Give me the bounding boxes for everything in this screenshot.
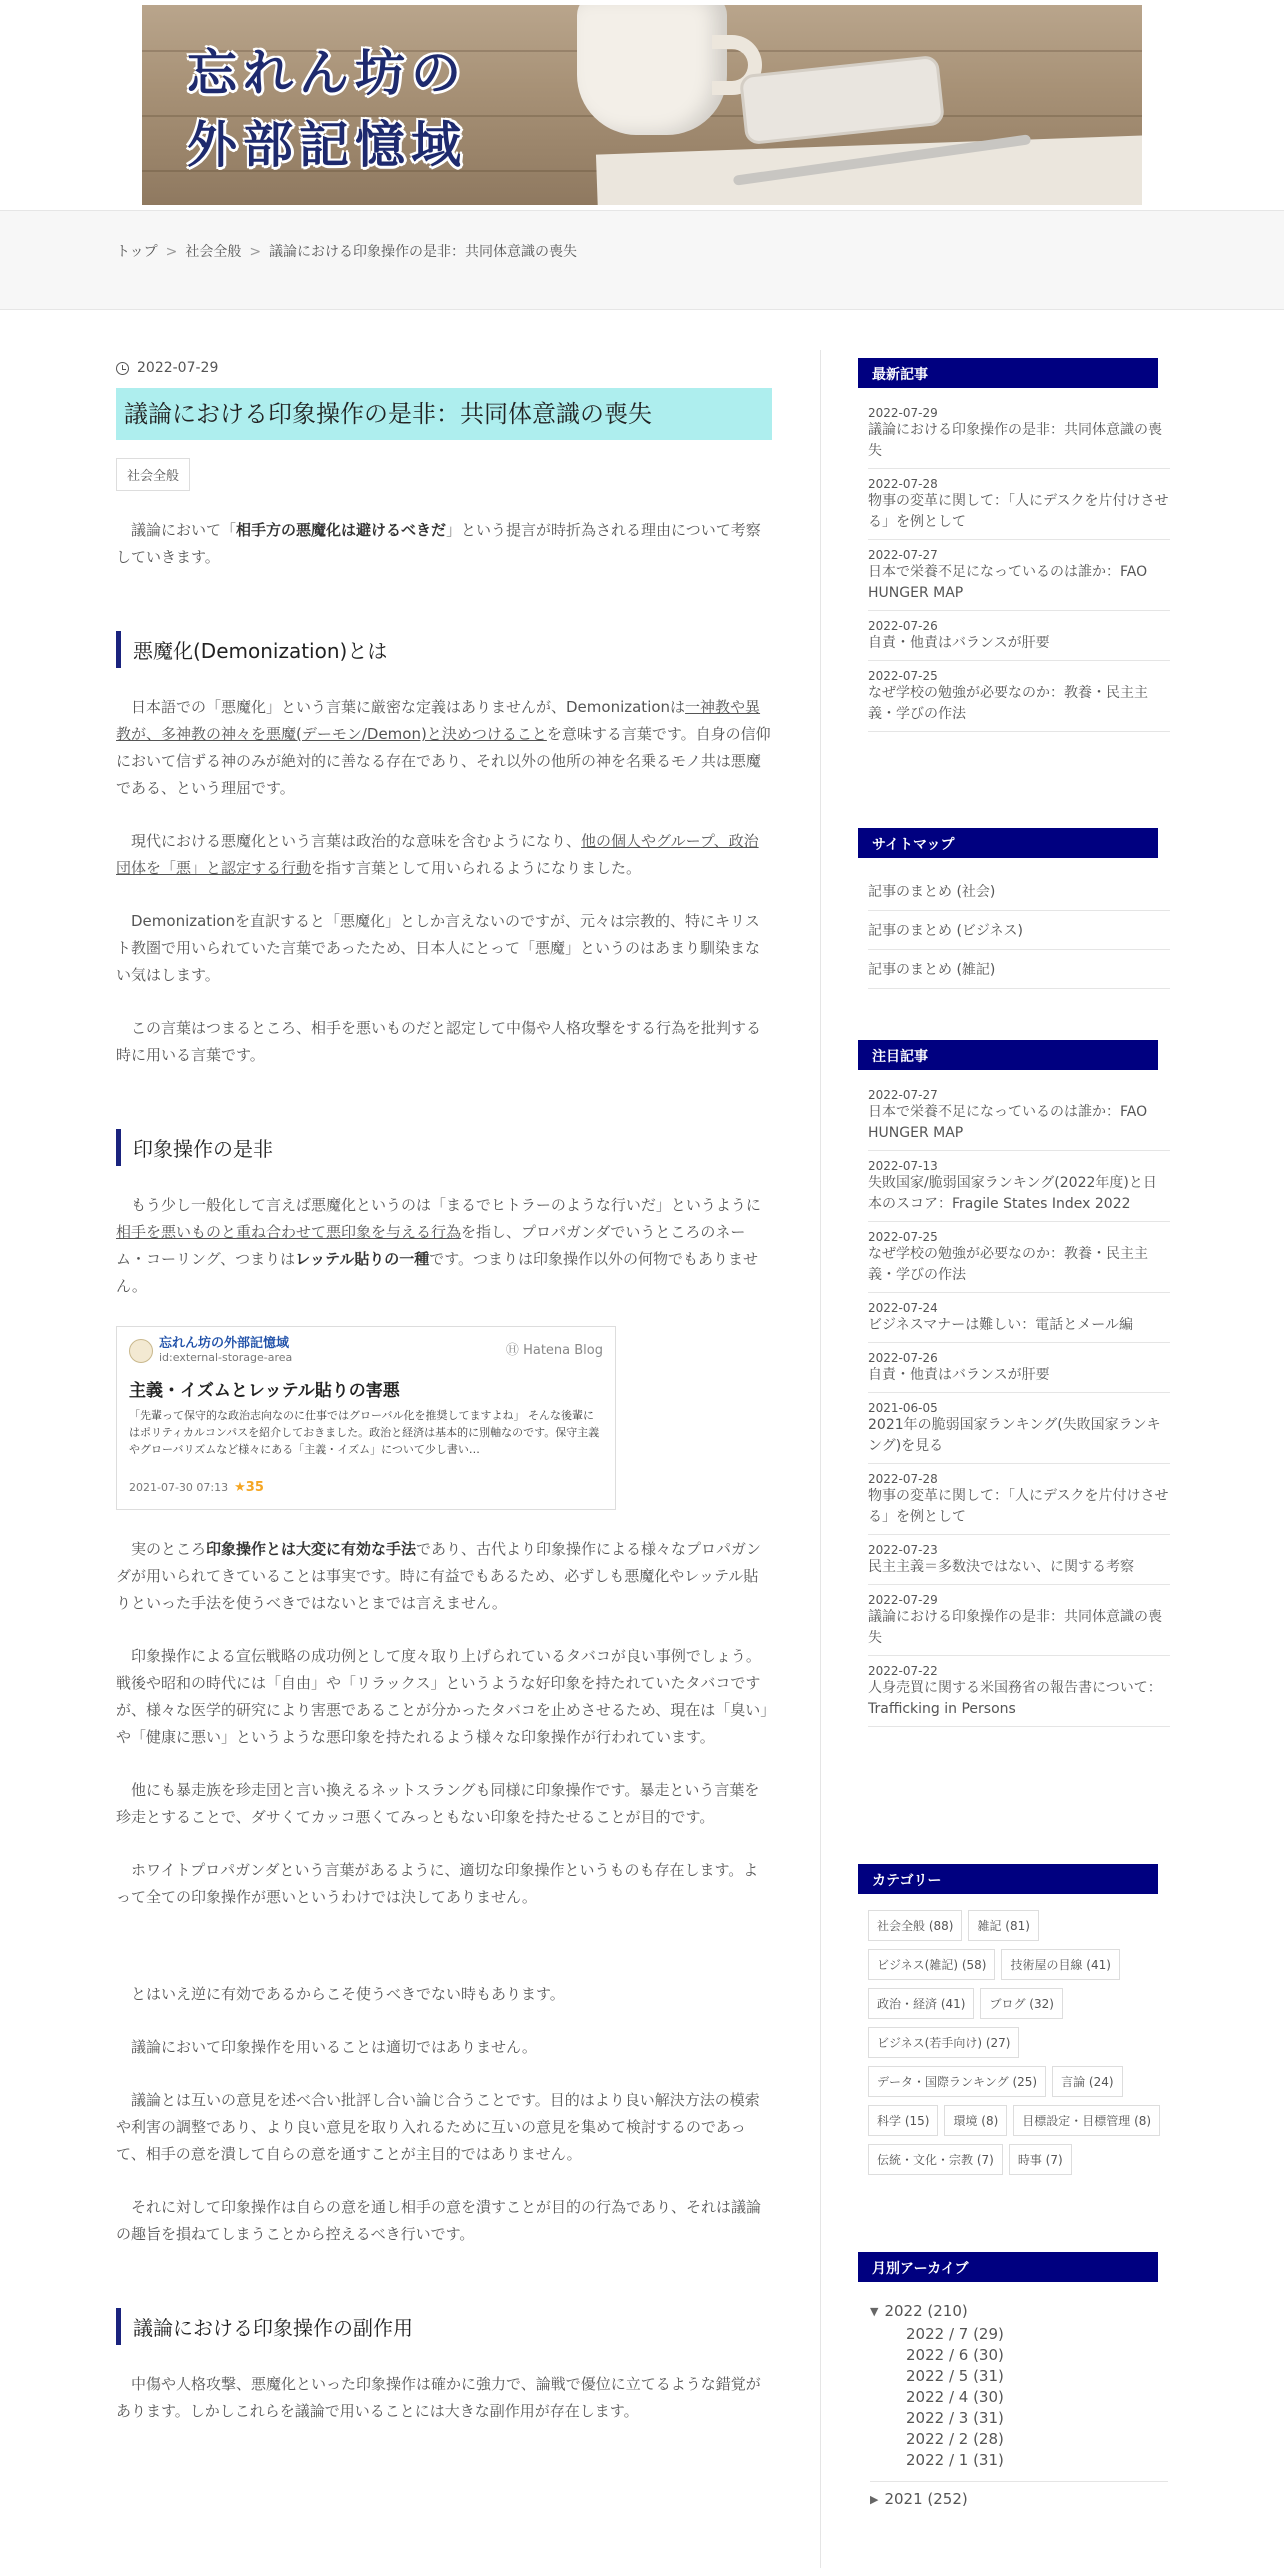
hatena-blog-badge: Ⓗ Hatena Blog (505, 1343, 603, 1358)
paragraph: この言葉はつまるところ、相手を悪いものだと認定して中傷や人格攻撃をする行為を批判する時に用いる言葉です。 (116, 1019, 762, 1064)
sidebar-article-date: 2022-07-27 (868, 1088, 938, 1102)
sidebar-article-link[interactable]: 物事の変革に関して：「人にデスクを片付けさせる」を例として (868, 493, 1169, 530)
archive-month-link[interactable]: 2022 / 4 (30) (906, 2388, 1004, 2406)
archive-month-link[interactable]: 2022 / 5 (31) (906, 2367, 1004, 2385)
paragraph: 議論において印象操作を用いることは適切ではありません。 (131, 2038, 537, 2056)
sidebar-article-item[interactable] (868, 1293, 1170, 1343)
sidebar-article-item[interactable] (868, 469, 1170, 540)
breadcrumb-current: 議論における印象操作の是非：共同体意識の喪失 (269, 244, 578, 260)
widget-categories (858, 1864, 1170, 2175)
category-tag[interactable]: 伝統・文化・宗教 (7) (868, 2144, 1003, 2175)
sidebar-article-date: 2022-07-27 (868, 548, 938, 562)
sidebar-article-link[interactable]: 日本で栄養不足になっているのは誰か：FAO HUNGER MAP (868, 564, 1148, 601)
sidebar-article-item[interactable] (868, 1656, 1170, 1727)
paragraph: 印象操作による宣伝戦略の成功例として度々取り上げられているタバコが良い事例でしょう。戦後や昭和の時代には「自由」や「リラックス」というような好印象を持たれていたタバコですが、様々な医学的研究により害悪であることが分かったタバコを止めさせるため、現在は「臭い」や「健康に悪い」というような悪印象を持たれるよう様々な印象操作が行われています。 (116, 1647, 768, 1746)
site-title: 忘れん坊の 外部記憶域 (187, 43, 467, 174)
coffee-cup-image (577, 5, 727, 135)
sidebar-article-item[interactable] (868, 1080, 1170, 1151)
category-tag[interactable]: 時事 (7) (1009, 2144, 1072, 2175)
widget-heading: カテゴリー (858, 1864, 1158, 1894)
breadcrumb-top[interactable]: トップ (116, 244, 158, 260)
sidebar-article-date: 2022-07-29 (868, 406, 938, 420)
archive-list (858, 2302, 1170, 2508)
widget-featured (858, 1040, 1170, 1727)
archive-month-link[interactable]: 2022 / 3 (31) (906, 2409, 1004, 2427)
blog-avatar-icon (129, 1339, 153, 1363)
paragraph: 他にも暴走族を珍走団と言い換えるネットスラングも同様に印象操作です。暴走という言葉を珍走とすることで、ダサくてカッコ悪くてみっともない印象を持たせることが目的です。 (116, 1781, 760, 1826)
triangle-down-icon: ▼ (870, 2304, 879, 2318)
archive-month-link[interactable]: 2022 / 1 (31) (906, 2451, 1004, 2469)
sitemap-link[interactable]: 記事のまとめ (ビジネス) (868, 911, 1170, 950)
category-tag[interactable]: 政治・経済 (41) (868, 1988, 974, 2019)
paragraph: 日本語での「悪魔化」という言葉に厳密な定義はありませんが、Demonizationは一神教や異教が、多神教の神々を悪魔(デーモン/Demon)と決めつけることを意味する言葉です。自身の信仰において信ずる神のみが絶対的に善なる存在であり、それ以外の他所の神を名乗るモノ共は悪魔である、という理屈です。 (116, 698, 771, 797)
category-tag[interactable]: ビジネス(若手向け) (27) (868, 2027, 1019, 2058)
paragraph: 中傷や人格攻撃、悪魔化といった印象操作は確かに強力で、論戦で優位に立てるような錯覚があります。しかしこれらを議論で用いることには大きな副作用が存在します。 (116, 2375, 761, 2420)
sidebar-article-item[interactable] (868, 1393, 1170, 1464)
sidebar-article-link[interactable]: 失敗国家/脆弱国家ランキング(2022年度)と日本のスコア：Fragile States Index 2022 (868, 1175, 1157, 1212)
category-tag[interactable]: 技術屋の目線 (41) (1001, 1949, 1119, 1980)
paragraph: とはいえ逆に有効であるからこそ使うべきでない時もあります。 (131, 1985, 565, 2003)
embed-title[interactable]: 主義・イズムとレッテル貼りの害悪 (129, 1381, 400, 1401)
sidebar-article-date: 2022-07-26 (868, 1351, 938, 1365)
article (116, 350, 772, 2425)
sidebar-article-item[interactable] (868, 1535, 1170, 1585)
sidebar-article-date: 2022-07-22 (868, 1664, 938, 1678)
sidebar-article-item[interactable] (868, 1464, 1170, 1535)
archive-month-link[interactable]: 2022 / 7 (29) (906, 2325, 1004, 2343)
section-heading-impression: 印象操作の是非 (116, 1129, 772, 1166)
category-tag[interactable]: データ・国際ランキング (25) (868, 2066, 1046, 2097)
embed-description: 「先輩って保守的な政治志向なのに仕事ではグローバル化を推奨してますよね」 そんな後輩にはポリティカルコンパスを紹介しておきました。政治と経済は基本的に別軸なのです。保守主義やグローバリズムなど様々にある「主義・イズム」について少し書い… (129, 1409, 600, 1456)
sidebar-article-date: 2022-07-13 (868, 1159, 938, 1173)
section-heading-side-effects: 議論における印象操作の副作用 (116, 2308, 772, 2345)
sidebar-article-date: 2022-07-25 (868, 1230, 938, 1244)
sidebar-article-link[interactable]: ビジネスマナーは難しい：電話とメール編 (868, 1317, 1134, 1333)
paragraph: それに対して印象操作は自らの意を通し相手の意を潰すことが目的の行為であり、それは議論の趣旨を損ねてしまうことから控えるべき行いです。 (116, 2198, 762, 2243)
category-tag[interactable]: ビジネス(雑記) (58) (868, 1949, 995, 1980)
sidebar-article-link[interactable]: なぜ学校の勉強が必要なのか：教養・民主主義・学びの作法 (868, 685, 1148, 722)
sidebar-article-link[interactable]: 議論における印象操作の是非：共同体意識の喪失 (868, 1609, 1162, 1646)
sidebar-article-item[interactable] (868, 540, 1170, 611)
category-tag[interactable]: 環境 (8) (944, 2105, 1007, 2136)
category-tag[interactable]: 雑記 (81) (968, 1910, 1038, 1941)
archive-year-2022[interactable]: ▼ 2022 (210) (870, 2302, 968, 2320)
sidebar-article-date: 2022-07-24 (868, 1301, 938, 1315)
sidebar-article-item[interactable] (868, 1222, 1170, 1293)
category-tag[interactable]: ブログ (32) (980, 1988, 1062, 2019)
embed-source-name[interactable]: 忘れん坊の外部記憶域 (159, 1336, 290, 1351)
embed-source-id: id:external-storage-area (159, 1351, 293, 1364)
sidebar-article-item[interactable] (868, 398, 1170, 469)
site-header (0, 0, 1284, 210)
sidebar-article-item[interactable] (868, 1151, 1170, 1222)
sidebar-article-item[interactable] (868, 1585, 1170, 1656)
widget-heading: 月別アーカイブ (858, 2252, 1158, 2282)
embedded-blog-card[interactable] (116, 1326, 616, 1510)
paragraph: 議論とは互いの意見を述べ合い批評し合い論じ合うことです。目的はより良い解決方法の模索や利害の調整であり、より良い意見を取り入れるために互いの意見を集めて検討するのであって、相手の意を潰して自らの意を通すことが主目的ではありません。 (116, 2091, 760, 2163)
sidebar-article-link[interactable]: 日本で栄養不足になっているのは誰か：FAO HUNGER MAP (868, 1104, 1148, 1141)
sidebar-article-date: 2022-07-26 (868, 619, 938, 633)
archive-month-link[interactable]: 2022 / 6 (30) (906, 2346, 1004, 2364)
sidebar-article-link[interactable]: 自責・他責はバランスが肝要 (868, 635, 1050, 651)
phone-image (739, 55, 945, 146)
sidebar-article-date: 2022-07-28 (868, 477, 938, 491)
sidebar-article-date: 2022-07-29 (868, 1593, 938, 1607)
breadcrumb: トップ > 社会全般 > 議論における印象操作の是非：共同体意識の喪失 (116, 244, 578, 260)
widget-recent (858, 358, 1170, 732)
sitemap-link[interactable]: 記事のまとめ (雑記) (868, 950, 1170, 989)
sidebar-article-item[interactable] (868, 1343, 1170, 1393)
archive-month-link[interactable]: 2022 / 2 (28) (906, 2430, 1004, 2448)
embed-meta: 2021-07-30 07:13 ★35 (129, 1480, 264, 1495)
sidebar-article-link[interactable]: 自責・他責はバランスが肝要 (868, 1367, 1050, 1383)
section-heading-demonization: 悪魔化(Demonization)とは (116, 631, 772, 668)
paragraph: もう少し一般化して言えば悪魔化というのは「まるでヒトラーのような行いだ」というように相手を悪いものと重ね合わせて悪印象を与える行為を指し、プロパガンダでいうところのネーム・コーリング、つまりはレッテル貼りの一種です。つまりは印象操作以外の何物でもありません。 (116, 1196, 761, 1295)
column-divider (820, 350, 821, 2568)
breadcrumb-band (0, 210, 1284, 310)
category-tag[interactable]: 言論 (24) (1052, 2066, 1122, 2097)
widget-sitemap (858, 828, 1170, 989)
widget-heading: サイトマップ (858, 828, 1158, 858)
paragraph: 実のところ印象操作とは大変に有効な手法であり、古代より印象操作による様々なプロパガンダが用いられてきていることは事実です。時に有益でもあるため、必ずしも悪魔化やレッテル貼りといった手法を使うべきではないとまでは言えません。 (116, 1540, 762, 1612)
star-count: ★35 (234, 1480, 264, 1495)
sidebar-article-date: 2022-07-25 (868, 669, 938, 683)
sidebar-article-item[interactable] (868, 661, 1170, 732)
sidebar-article-link[interactable]: 人身売買に関する米国務省の報告書について：Trafficking in Persons (868, 1680, 1162, 1717)
sidebar-article-link[interactable]: 議論における印象操作の是非：共同体意識の喪失 (868, 422, 1162, 459)
sidebar-article-date: 2022-07-23 (868, 1543, 938, 1557)
widget-heading: 最新記事 (858, 358, 1158, 388)
sidebar-article-date: 2022-07-28 (868, 1472, 938, 1486)
sidebar-article-link[interactable]: 2021年の脆弱国家ランキング(失敗国家ランキング)を見る (868, 1417, 1161, 1454)
category-tag[interactable]: 社会全般 (88) (868, 1910, 962, 1941)
sitemap-link[interactable]: 記事のまとめ (社会) (868, 872, 1170, 911)
breadcrumb-category[interactable]: 社会全般 (185, 244, 242, 260)
clock-icon (116, 362, 129, 375)
intro-paragraph: 議論において「相手方の悪魔化は避けるべきだ」という提言が時折為される理由について考察していきます。 (116, 521, 761, 566)
sidebar-article-link[interactable]: なぜ学校の勉強が必要なのか：教養・民主主義・学びの作法 (868, 1246, 1148, 1283)
widget-archive (858, 2252, 1170, 2512)
hatena-logo-icon: Ⓗ (505, 1343, 519, 1358)
widget-heading: 注目記事 (858, 1040, 1158, 1070)
paragraph: 現代における悪魔化という言葉は政治的な意味を含むようになり、他の個人やグループ、政治団体を「悪」と認定する行動を指す言葉として用いられるようになりました。 (116, 832, 759, 877)
sidebar-article-link[interactable]: 物事の変革に関して：「人にデスクを片付けさせる」を例として (868, 1488, 1169, 1525)
article-title: 議論における印象操作の是非：共同体意識の喪失 (116, 388, 772, 440)
category-tag[interactable]: 科学 (15) (868, 2105, 938, 2136)
site-banner[interactable] (142, 5, 1142, 205)
article-category-tag[interactable]: 社会全般 (116, 458, 190, 491)
paragraph: Demonizationを直訳すると「悪魔化」としか言えないのですが、元々は宗教的、特にキリスト教圏で用いられていた言葉であったため、日本人にとって「悪魔」というのはあまり馴染まない気はします。 (116, 912, 760, 984)
sidebar-article-link[interactable]: 民主主義＝多数決ではない、に関する考察 (868, 1559, 1134, 1575)
sidebar-article-date: 2021-06-05 (868, 1401, 938, 1415)
category-tag[interactable]: 目標設定・目標管理 (8) (1013, 2105, 1160, 2136)
triangle-right-icon: ▶ (870, 2492, 879, 2506)
article-date: 2022-07-29 (116, 360, 772, 376)
archive-year-2021[interactable]: ▶ 2021 (252) (870, 2490, 968, 2508)
sidebar-article-item[interactable] (868, 611, 1170, 661)
paragraph: ホワイトプロパガンダという言葉があるように、適切な印象操作というものも存在します。よって全ての印象操作が悪いというわけでは決してありません。 (116, 1861, 759, 1906)
